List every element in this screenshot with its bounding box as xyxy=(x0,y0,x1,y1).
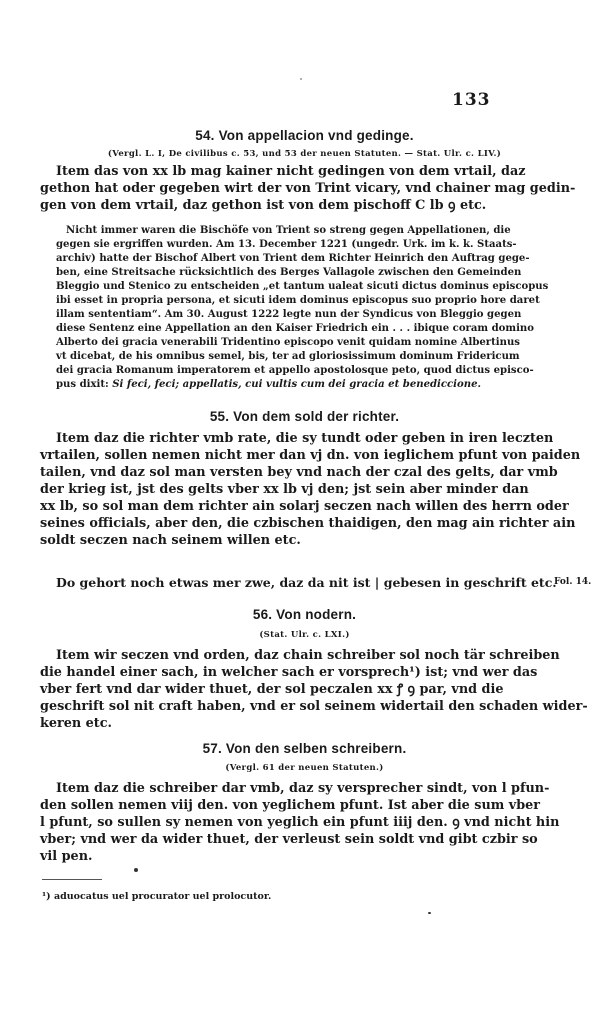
section-55-line: der krieg ist, jst des gelts vber xx lb vj den; jst sein aber minder dan xyxy=(40,482,529,497)
commentary-line: archiv) hatte der Bischof Albert von Trient dem Richter Heinrich den Auftrag gege- xyxy=(56,253,530,264)
section-57-line: Item daz die schreiber dar vmb, daz sy versprecher sindt, von l pfun- xyxy=(56,781,550,796)
ink-speck xyxy=(428,912,431,914)
commentary-line: ben, eine Streitsache rücksichtlich des Berges Vallagole zwischen den Gemeinden xyxy=(56,267,522,278)
commentary-line: Nicht immer waren die Bischöfe von Trient so streng gegen Appellationen, die xyxy=(66,225,511,236)
commentary-line: gegen sie ergriffen wurden. Am 13. December 1221 (ungedr. Urk. im k. k. Staats- xyxy=(56,239,517,250)
section-55-line: xx lb, so sol man dem richter ain solarj seczen nach willen des herrn oder xyxy=(40,499,569,514)
section-57-heading: 57. Von den selben schreibern. xyxy=(202,741,407,756)
section-55-line: Item daz die richter vmb rate, die sy tundt oder geben in iren leczten xyxy=(56,431,554,446)
footnote: ¹) aduocatus uel procurator uel prolocutor. xyxy=(42,891,272,902)
section-55-line: tailen, vnd daz sol man versten bey vnd nach der czal des gelts, dar vmb xyxy=(40,465,558,480)
section-55-line: vrtailen, sollen nemen nicht mer dan vj dn. von ieglichem pfunt von paiden xyxy=(40,448,581,463)
section-57-line: l pfunt, so sullen sy nemen von yeglich ein pfunt iiij den. ꝯ vnd nicht hin xyxy=(40,815,560,830)
commentary-line: dei gracia Romanum imperatorem et appello apostolosque peto, quod dictus episco- xyxy=(56,365,534,376)
section-57-line: den sollen nemen viij den. von yeglichem pfunt. Ist aber die sum vber xyxy=(40,798,541,813)
section-54-reference-note: (Vergl. L. I, De civilibus c. 53, und 53 der neuen Statuten. — Stat. Ulr. c. LIV.) xyxy=(107,149,502,159)
section-55-line: Do gehort noch etwas mer zwe, daz da nit ist | gebesen in geschrift etc. xyxy=(56,575,557,590)
section-55-line: seines officials, aber den, die czbischen thaidigen, den mag ain richter ain xyxy=(40,516,576,531)
section-56-heading: 56. Von nodern. xyxy=(252,607,357,622)
commentary-line: ibi esset in propria persona, et sicuti idem dominus episcopus suo proprio hore daret xyxy=(56,295,540,306)
commentary-line: vt dicebat, de his omnibus semel, bis, ter ad gloriosissimum dominum Fridericum xyxy=(56,351,520,362)
commentary-line: Alberto dei gracia venerabili Tridentino episcopo venit quidam nomine Albertinus xyxy=(56,337,520,348)
ink-speck xyxy=(300,78,302,80)
section-56-line: Item wir seczen vnd orden, daz chain schreiber sol noch tär schreiben xyxy=(56,648,560,663)
commentary-line: Bleggio und Stenico zu entscheiden „et tantum ualeat sicuti dictus dominus episcopus xyxy=(56,281,549,292)
section-57-line: vber; vnd wer da wider thuet, der verleust sein soldt vnd gibt czbir so xyxy=(40,832,538,847)
page-number: 133 xyxy=(452,90,491,110)
section-55-heading: 55. Von dem sold der richter. xyxy=(209,409,400,424)
section-56-line: vber fert vnd dar wider thuet, der sol peczalen xx ꝭ ꝯ par, vnd die xyxy=(40,682,504,697)
commentary-line: illam sententiam“. Am 30. August 1222 legte nun der Syndicus von Bleggio gegen xyxy=(56,309,522,320)
section-57-line: vil pen. xyxy=(40,849,93,864)
section-56-line: geschrift sol nit craft haben, vnd er sol seinem widertail den schaden wider- xyxy=(40,699,588,714)
section-56-line: die handel einer sach, in welcher sach er vorsprech¹) ist; vnd wer das xyxy=(40,665,538,680)
section-54-line: gethon hat oder gegeben wirt der von Trint vicary, vnd chainer mag gedin- xyxy=(40,181,576,196)
commentary-last-prefix: pus dixit: xyxy=(56,379,113,390)
section-57-reference-note: (Vergl. 61 der neuen Statuten.) xyxy=(225,763,384,773)
section-56-reference-note: (Stat. Ulr. c. LXI.) xyxy=(259,630,350,640)
ink-speck xyxy=(134,868,138,872)
footnote-divider xyxy=(42,879,102,880)
section-55-line: soldt seczen nach seinem willen etc. xyxy=(40,533,301,548)
section-54-line: Item das von xx lb mag kainer nicht gedingen von dem vrtail, daz xyxy=(56,164,526,179)
commentary-latin-quote: Si feci, feci; appellatis, cui vultis cum dei gracia et benediccione. xyxy=(112,379,482,390)
folio-margin-note: Fol. 14. xyxy=(554,577,592,587)
section-56-line: keren etc. xyxy=(40,716,112,731)
section-54-line: gen von dem vrtail, daz gethon ist von dem pischoff C lb ꝯ etc. xyxy=(40,198,487,213)
commentary-line: diese Sentenz eine Appellation an den Kaiser Friedrich ein . . . ibique coram domino xyxy=(56,323,534,334)
commentary-last-line xyxy=(56,378,481,392)
section-54-heading: 54. Von appellacion vnd gedinge. xyxy=(195,128,414,143)
